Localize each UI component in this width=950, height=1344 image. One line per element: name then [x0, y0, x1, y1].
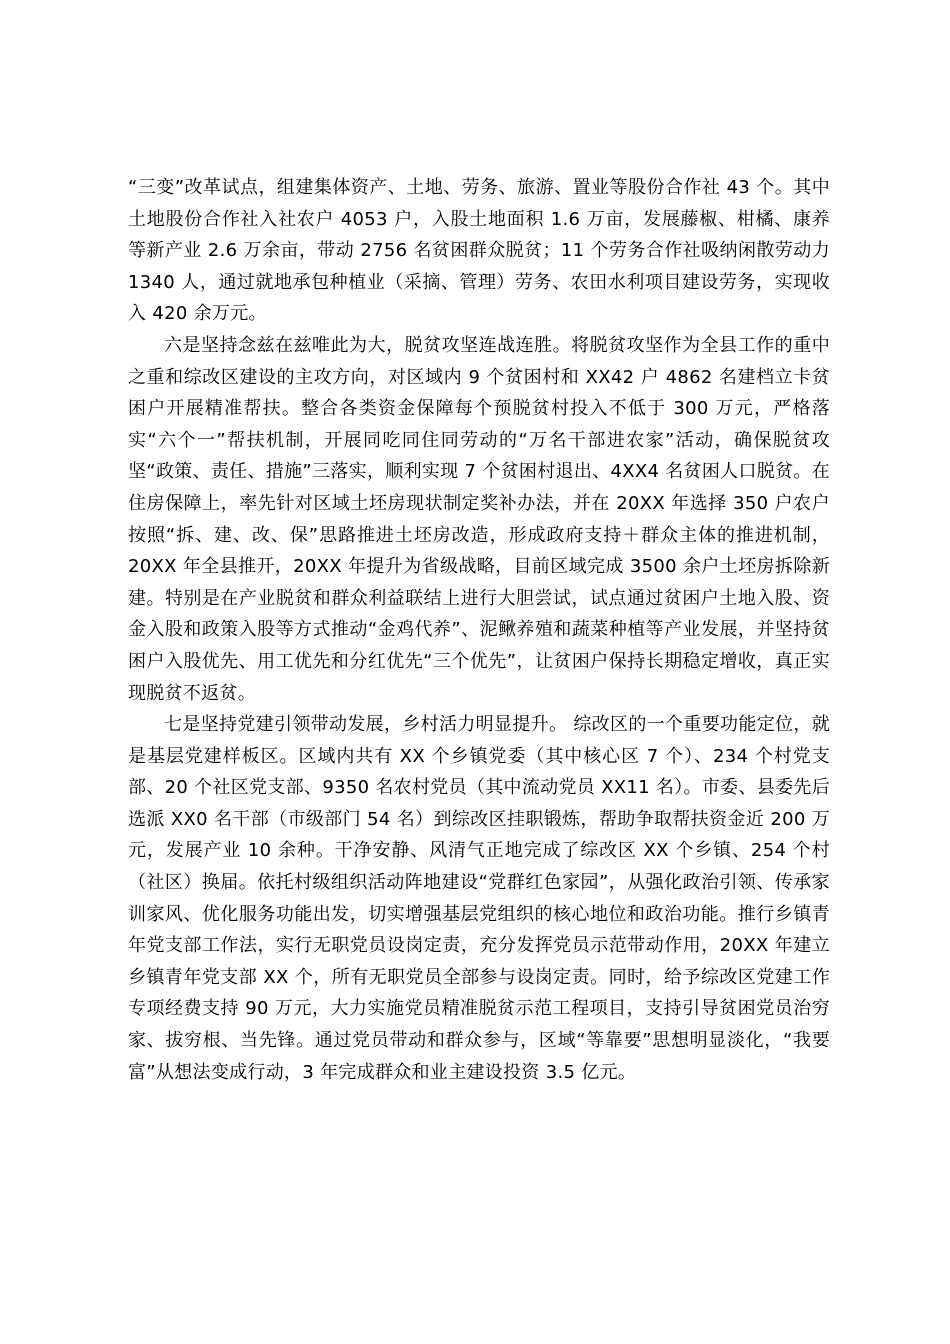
document-body [128, 172, 830, 1088]
paragraph-party-building: 七是坚持党建引领带动发展，乡村活力明显提升。 综改区的一个重要功能定位，就是基层党建样板区。区域内共有 XX 个乡镇党委（其中核心区 7 个）、234 个村党支部、20 个社区党支部、9350 名农村党员（其中流动党员 XX11 名）。市委、县委先后选派 XX0 名干部（市级部门 54 名）到综改区挂职锻炼，帮助争取帮扶资金近 200 万元，发展产业 10 余种。干净安静、风清气正地完成了综改区 XX 个乡镇、254 个村（社区）换届。依托村级组织活动阵地建设“党群红色家园”，从强化政治引领、传承家训家风、优化服务功能出发，切实增强基层党组织的核心地位和政治功能。推行乡镇青年党支部工作法，实行无职党员设岗定责，充分发挥党员示范带动作用，20XX 年建立乡镇青年党支部 XX 个，所有无职党员全部参与设岗定责。同时，给予综改区党建工作专项经费支持 90 万元，大力实施党员精准脱贫示范工程项目，支持引导贫困党员治穷家、拔穷根、当先锋。通过党员带动和群众参与，区域“等靠要”思想明显淡化，“我要富”从想法变成行动，3 年完成群众和业主建设投资 3.5 亿元。 [128, 714, 830, 1083]
paragraph-continued: “三变”改革试点，组建集体资产、土地、劳务、旅游、置业等股份合作社 43 个。其中土地股份合作社入社农户 4053 户，入股土地面积 1.6 万亩，发展藤椒、柑橘、康养等新产业 2.6 万余亩，带动 2756 名贫困群众脱贫；11 个劳务合作社吸纳闲散劳动力 1340 人，通过就地承包种植业（采摘、管理）劳务、农田水利项目建设劳务，实现收入 420 余万元。 [128, 177, 830, 325]
paragraph-poverty-alleviation: 六是坚持念兹在兹唯此为大，脱贫攻坚连战连胜。将脱贫攻坚作为全县工作的重中之重和综改区建设的主攻方向，对区域内 9 个贫困村和 XX42 户 4862 名建档立卡贫困户开展精准帮扶。整合各类资金保障每个预脱贫村投入不低于 300 万元，严格落实“六个一”帮扶机制，开展同吃同住同劳动的“万名干部进农家”活动，确保脱贫攻坚“政策、责任、措施”三落实，顺利实现 7 个贫困村退出、4XX4 名贫困人口脱贫。在住房保障上，率先针对区域土坯房现状制定奖补办法，并在 20XX 年选择 350 户农户按照“拆、建、改、保”思路推进土坯房改造，形成政府支持＋群众主体的推进机制，20XX 年全县推开，20XX 年提升为省级战略，目前区域完成 3500 余户土坯房拆除新建。特别是在产业脱贫和群众利益联结上进行大胆尝试，试点通过贫困户土地入股、资金入股和政策入股等方式推动“金鸡代养”、泥鳅养殖和蔬菜种植等产业发展，并坚持贫困户入股优先、用工优先和分红优先“三个优先”，让贫困户保持长期稳定增收，真正实现脱贫不返贫。 [128, 334, 830, 704]
